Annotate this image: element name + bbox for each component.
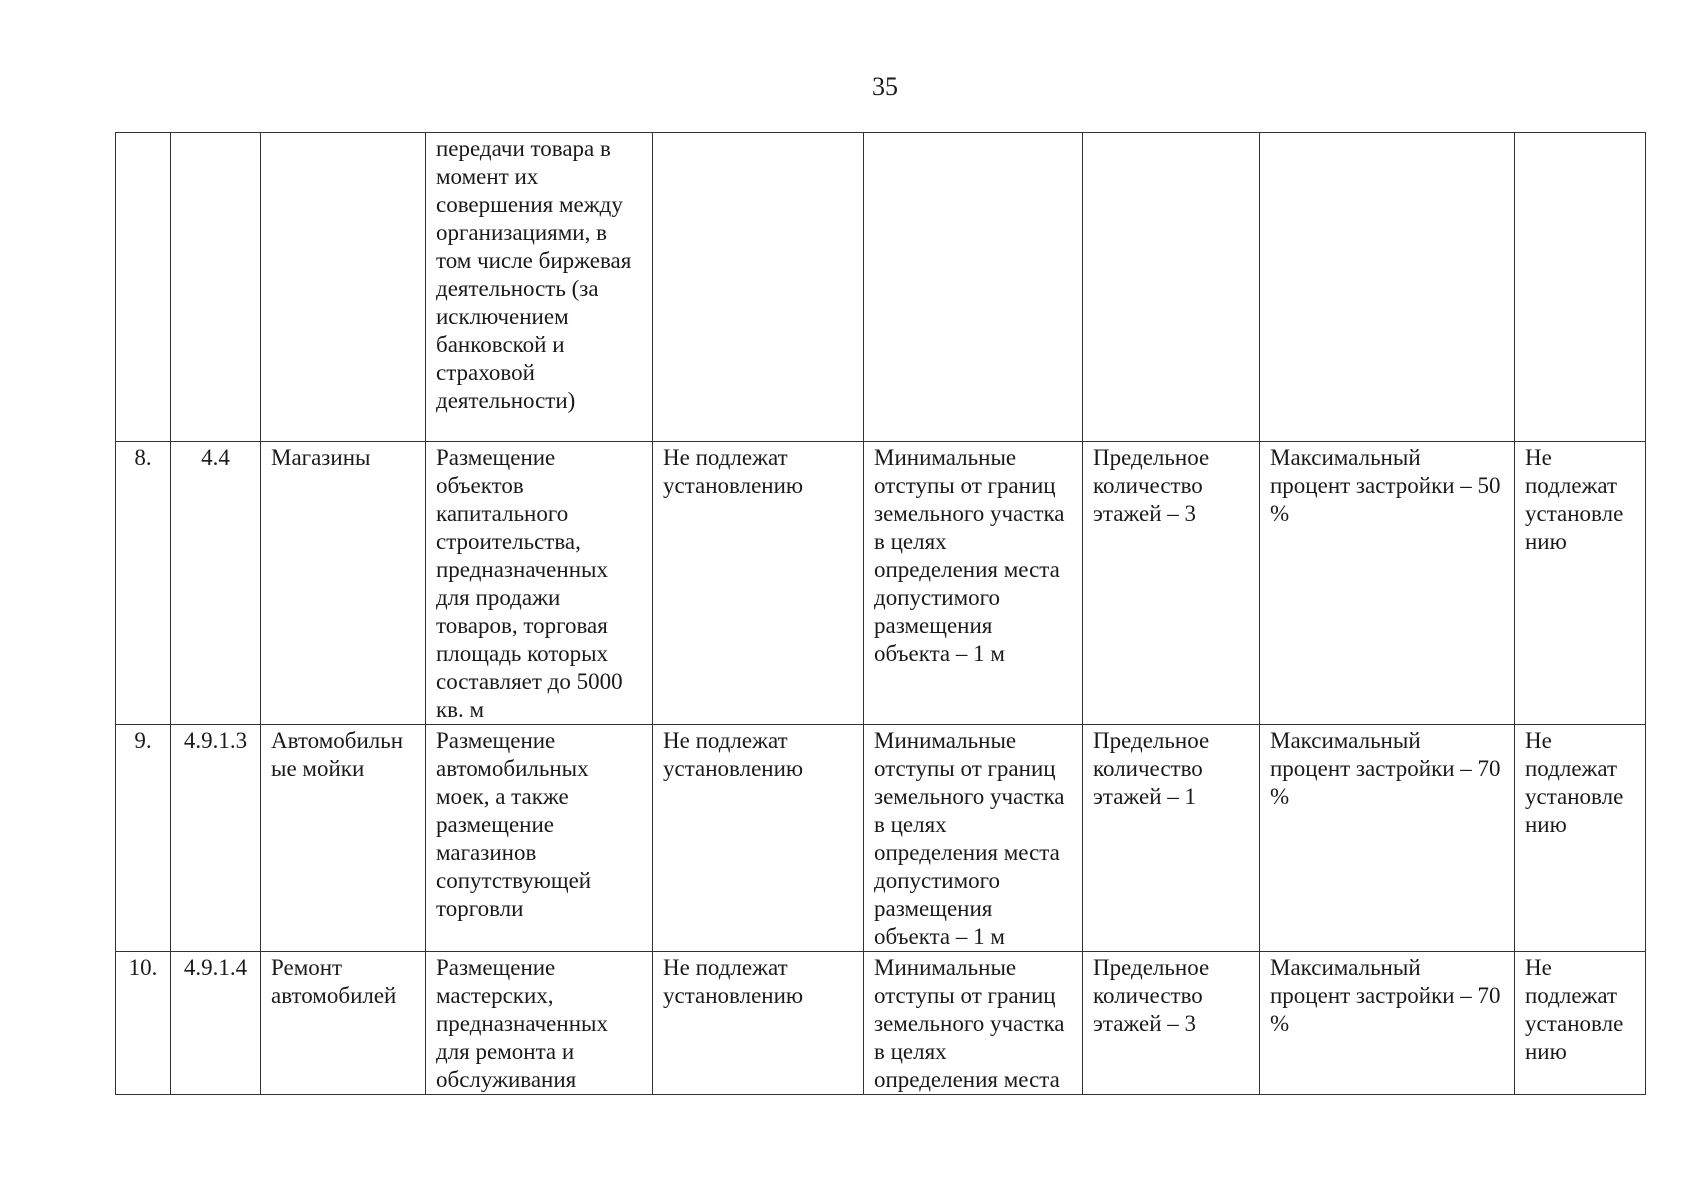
regulations-table (115, 132, 1646, 1095)
table-row (116, 952, 1646, 1095)
use-code: 4.4 (171, 442, 261, 725)
setback-limits: Минимальные отступы от границ земельного участка в целях определения места (864, 952, 1083, 1095)
other-limits (1515, 133, 1646, 442)
row-number: 9. (116, 725, 171, 952)
setback-limits: Минимальные отступы от границ земельного участка в целях определения места допустимого размещения объекта – 1 м (864, 725, 1083, 952)
use-description: передачи товара в момент их совершения между организациями, в том числе биржевая деятельность (за исключением банковской и страховой деятельности) (426, 133, 653, 442)
use-code: 4.9.1.3 (171, 725, 261, 952)
table-row (116, 133, 1646, 442)
page-number: 35 (872, 72, 898, 101)
other-limits: Не подлежат установлению (1515, 725, 1646, 952)
floor-limits: Предельное количество этажей – 3 (1083, 952, 1260, 1095)
other-limits: Не подлежат установлению (1515, 952, 1646, 1095)
use-name: Автомобильные мойки (261, 725, 426, 952)
plot-size-limits: Не подлежат установлению (653, 952, 864, 1095)
use-description: Размещение мастерских, предназначенных для ремонта и обслуживания (426, 952, 653, 1095)
setback-limits (864, 133, 1083, 442)
coverage-limits: Максимальный процент застройки – 70 % (1260, 952, 1515, 1095)
use-name (261, 133, 426, 442)
plot-size-limits (653, 133, 864, 442)
use-description: Размещение автомобильных моек, а также размещение магазинов сопутствующей торговли (426, 725, 653, 952)
use-name: Магазины (261, 442, 426, 725)
coverage-limits: Максимальный процент застройки – 50 % (1260, 442, 1515, 725)
row-number: 8. (116, 442, 171, 725)
row-number (116, 133, 171, 442)
use-code: 4.9.1.4 (171, 952, 261, 1095)
coverage-limits: Максимальный процент застройки – 70 % (1260, 725, 1515, 952)
plot-size-limits: Не подлежат установлению (653, 442, 864, 725)
coverage-limits (1260, 133, 1515, 442)
table-row (116, 442, 1646, 725)
use-description: Размещение объектов капитального строительства, предназначенных для продажи товаров, торговая площадь которых составляет до 5000 кв. м (426, 442, 653, 725)
plot-size-limits: Не подлежат установлению (653, 725, 864, 952)
setback-limits: Минимальные отступы от границ земельного участка в целях определения места допустимого размещения объекта – 1 м (864, 442, 1083, 725)
floor-limits: Предельное количество этажей – 1 (1083, 725, 1260, 952)
table-row (116, 725, 1646, 952)
other-limits: Не подлежат установлению (1515, 442, 1646, 725)
use-code (171, 133, 261, 442)
row-number: 10. (116, 952, 171, 1095)
use-name: Ремонт автомобилей (261, 952, 426, 1095)
floor-limits (1083, 133, 1260, 442)
floor-limits: Предельное количество этажей – 3 (1083, 442, 1260, 725)
